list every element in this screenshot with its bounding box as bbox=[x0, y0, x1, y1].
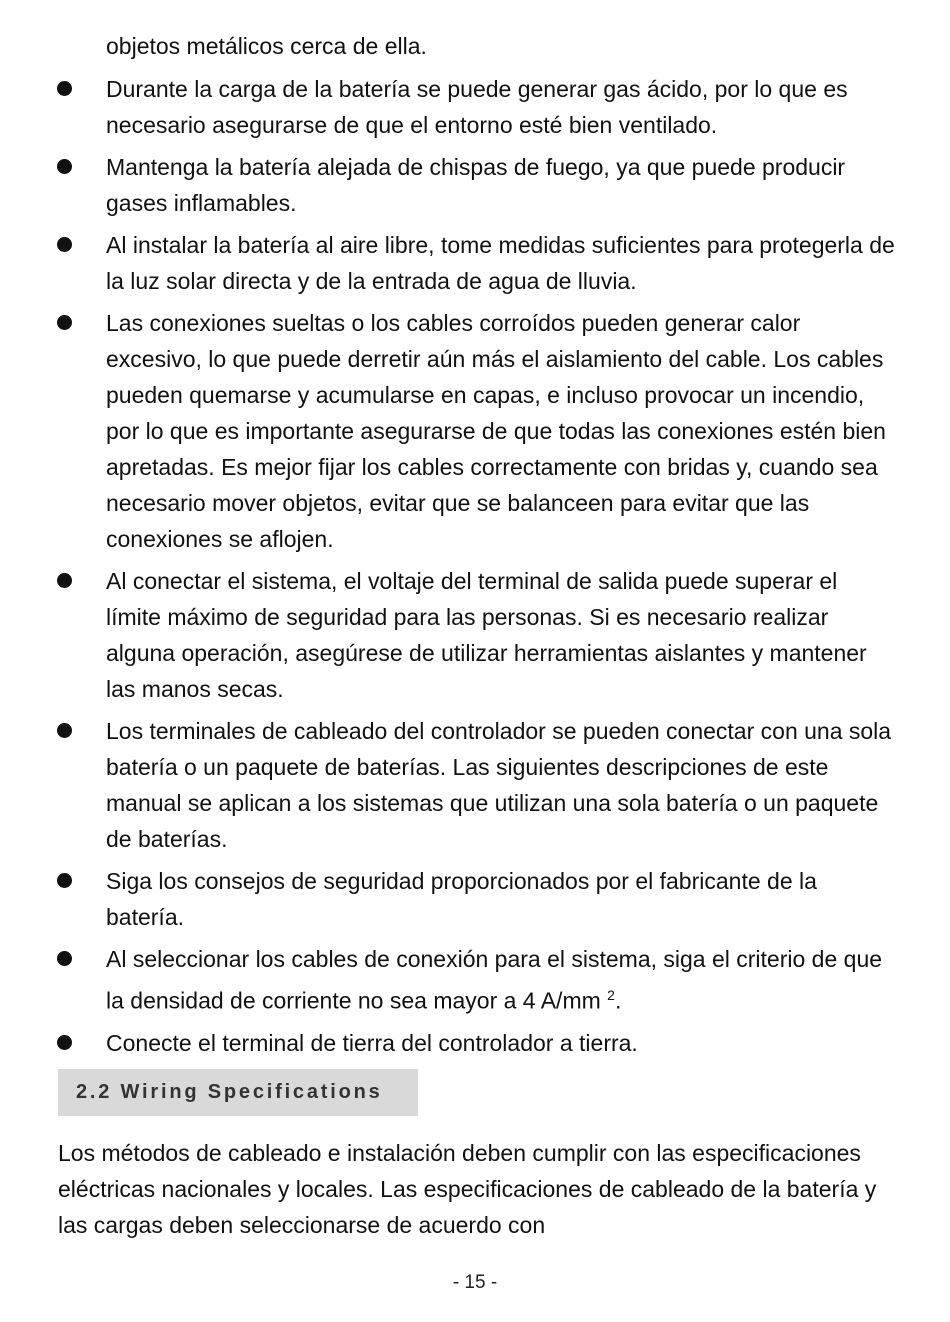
bullet-dot-icon bbox=[57, 237, 72, 252]
bullet-item bbox=[0, 71, 896, 143]
unit-superscript: 2 bbox=[607, 987, 615, 1003]
bullet-dot-icon bbox=[57, 873, 72, 888]
bullet-dot-icon bbox=[57, 315, 72, 330]
bullet-dot-icon bbox=[57, 81, 72, 96]
bullet-period: . bbox=[614, 987, 622, 1014]
bullet-text: Al conectar el sistema, el voltaje del terminal de salida puede superar el límite máximo de seguridad para las personas. Si es necesario realizar alguna operación, asegúrese de utilizar herramientas aislantes y mantener las manos secas. bbox=[106, 568, 867, 702]
bullet-text: Al instalar la batería al aire libre, tome medidas suficientes para protegerla de la luz solar directa y de la entrada de agua de lluvia. bbox=[106, 232, 895, 294]
bullet-dot-icon bbox=[57, 951, 72, 966]
bullet-item bbox=[0, 149, 896, 221]
bullet-text: Durante la carga de la batería se puede generar gas ácido, por lo que es necesario asegurarse de que el entorno esté bien ventilado. bbox=[106, 76, 848, 138]
bullet-text: Al seleccionar los cables de conexión para el sistema, siga el criterio de que la densidad de corriente no sea mayor a 4 A/mm bbox=[106, 946, 883, 1014]
bullet-text: Los terminales de cableado del controlador se pueden conectar con una sola batería o un paquete de baterías. Las siguientes descripciones de este manual se aplican a los sistemas que utilizan una sola batería o un paquete de baterías. bbox=[106, 718, 892, 852]
bullet-item bbox=[0, 227, 896, 299]
bullet-item bbox=[0, 305, 896, 557]
bullet-text: Mantenga la batería alejada de chispas de fuego, ya que puede producir gases inflamables. bbox=[106, 154, 846, 216]
section-heading: 2.2 Wiring Specifications bbox=[58, 1069, 418, 1116]
bullet-text: Siga los consejos de seguridad proporcionados por el fabricante de la batería. bbox=[106, 868, 817, 930]
safety-bullet-list bbox=[0, 71, 950, 1067]
bullet-dot-icon bbox=[57, 573, 72, 588]
page-number: - 15 - bbox=[452, 1272, 498, 1293]
bullet-item bbox=[0, 563, 896, 707]
bullet-text: Las conexiones sueltas o los cables corroídos pueden generar calor excesivo, lo que puede derretir aún más el aislamiento del cable. Los cables pueden quemarse y acumularse en capas, e incluso provocar un incendio, por lo que es importante asegurarse de que todas las conexiones estén bien apretadas. Es mejor fijar los cables correctamente con bridas y, cuando sea necesario mover objetos, evitar que se balanceen para evitar que las conexiones se aflojen. bbox=[106, 310, 886, 552]
bullet-dot-icon bbox=[57, 159, 72, 174]
body-paragraph: Los métodos de cableado e instalación deben cumplir con las especificaciones eléctricas nacionales y locales. Las especificaciones de cableado de la batería y las cargas deben seleccionarse de acuerdo con bbox=[58, 1140, 877, 1238]
bullet-item bbox=[0, 863, 896, 935]
continuation-text: objetos metálicos cerca de ella. bbox=[106, 33, 427, 59]
bullet-item bbox=[0, 941, 896, 1019]
bullet-item bbox=[0, 713, 896, 857]
bullet-dot-icon bbox=[57, 723, 72, 738]
bullet-item bbox=[0, 1025, 896, 1061]
bullet-text: Conecte el terminal de tierra del controlador a tierra. bbox=[106, 1029, 638, 1056]
bullet-dot-icon bbox=[57, 1035, 72, 1050]
